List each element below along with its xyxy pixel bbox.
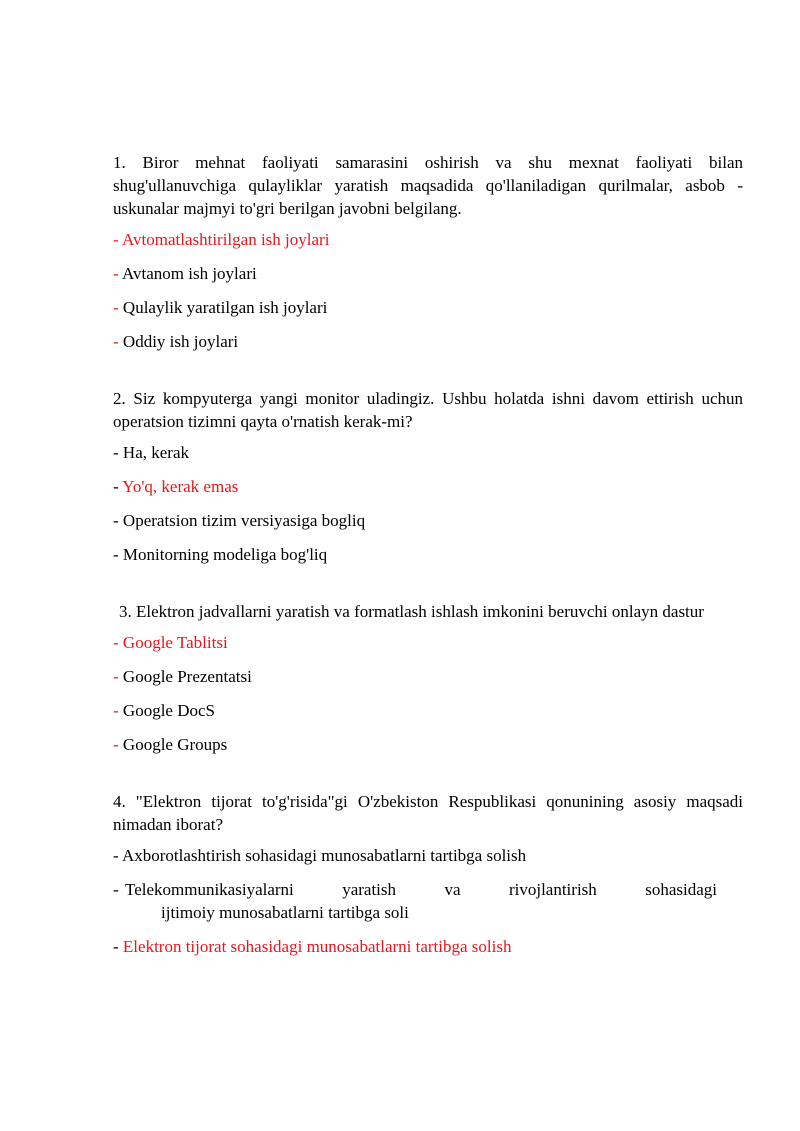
option-dash: - [113, 477, 119, 496]
question-block-3 [113, 600, 743, 756]
answer-option [113, 878, 743, 924]
option-text: Elektron tijorat sohasidagi munosabatlarni tartibga solish [122, 937, 512, 956]
option-dash: - [113, 264, 119, 283]
answer-option [113, 844, 743, 867]
option-dash: - [113, 701, 119, 720]
option-dash: - [113, 511, 119, 530]
answer-option-correct [113, 935, 743, 958]
question-block-4 [113, 790, 743, 958]
answer-option-correct [113, 631, 743, 654]
question-text: 4. "Elektron tijorat to'g'risida"gi O'zbekiston Respublikasi qonunining asosiy maqsadi nimadan iborat? [113, 792, 743, 834]
answer-option [113, 733, 743, 756]
question-block-1 [113, 151, 743, 353]
answer-option [113, 296, 743, 319]
answer-option [113, 262, 743, 285]
document-page [113, 151, 743, 969]
option-text: Google Tablitsi [122, 633, 228, 652]
option-text: Axborotlashtirish sohasidagi munosabatlarni tartibga solish [121, 846, 527, 865]
option-dash: - [113, 298, 119, 317]
option-text: Operatsion tizim versiyasiga bogliq [122, 511, 366, 530]
answer-option [113, 699, 743, 722]
option-dash: - [113, 545, 119, 564]
option-dash: - [113, 332, 119, 351]
option-dash: - [113, 230, 119, 249]
option-dash: - [113, 633, 119, 652]
answer-option [113, 509, 743, 532]
option-text: Qulaylik yaratilgan ish joylari [122, 298, 328, 317]
answer-option-correct [113, 228, 743, 251]
answer-option [113, 330, 743, 353]
option-dash: - [113, 667, 119, 686]
question-text: 3. Elektron jadvallarni yaratish va formatlash ishlash imkonini beruvchi onlayn dastur [119, 602, 704, 621]
option-text: Google Prezentatsi [122, 667, 252, 686]
option-dash: - [113, 937, 119, 956]
option-text: Oddiy ish joylari [122, 332, 239, 351]
option-dash: - [113, 846, 119, 865]
option-text-line-1: Telekommunikasiyalarni yaratish va rivojlantirish sohasidagi [125, 880, 717, 899]
answer-option [113, 441, 743, 464]
option-text: Google DocS [122, 701, 215, 720]
option-dash: - [113, 735, 119, 754]
option-dash: - [113, 880, 119, 899]
answer-option [113, 665, 743, 688]
question-text: 2. Siz kompyuterga yangi monitor uladingiz. Ushbu holatda ishni davom ettirish uchun operatsion tizimni qayta o'rnatish kerak-mi? [113, 389, 743, 431]
question-block-2 [113, 387, 743, 566]
option-text: Avtomatlashtirilgan ish joylari [121, 230, 330, 249]
answer-option-correct [113, 475, 743, 498]
question-text: 1. Biror mehnat faoliyati samarasini oshirish va shu mexnat faoliyati bilan shug'ullanuvchiga qulayliklar yaratish maqsadida qo'llaniladigan qurilmalar, asbob -uskunalar majmyi to'gri berilgan javobni belgilang. [113, 153, 743, 218]
answer-option [113, 543, 743, 566]
option-text-line-2: ijtimoiy munosabatlarni tartibga soli [161, 903, 409, 922]
option-text: Yo'q, kerak emas [122, 477, 239, 496]
option-text: Ha, kerak [122, 443, 189, 462]
option-text: Google Groups [122, 735, 228, 754]
option-dash: - [113, 443, 119, 462]
option-text: Avtanom ish joylari [121, 264, 257, 283]
option-text: Monitorning modeliga bog'liq [122, 545, 328, 564]
